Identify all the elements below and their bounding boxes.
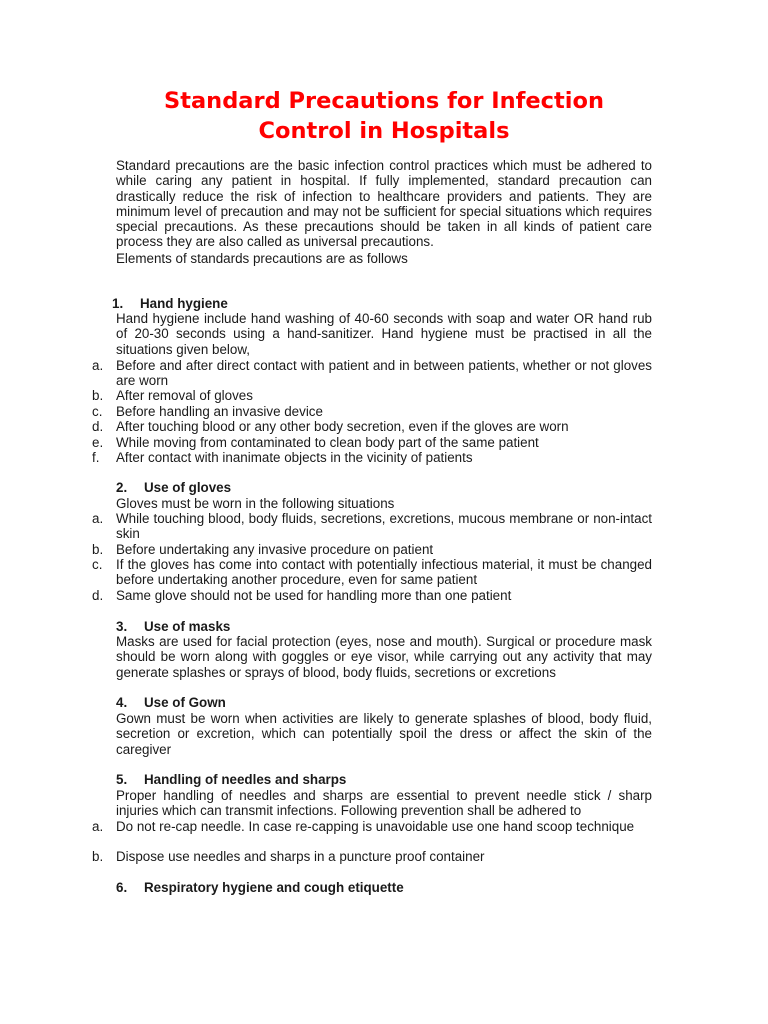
list-marker: d. [92,419,104,434]
section-text-use-of-gloves: Gloves must be worn in the following situations [116,496,395,511]
list-marker: a. [92,819,104,834]
section-title: Use of Gown [144,695,226,710]
list-item-text: Before and after direct contact with patient and in between patients, whether or not gloves are worn [116,358,652,389]
list-item-text: After touching blood or any other body secretion, even if the gloves are worn [116,419,569,434]
list-item-text: Before undertaking any invasive procedure on patient [116,542,434,557]
section-heading-use-of-masks [116,619,230,634]
list-marker: b. [92,542,104,557]
list-item-text: While touching blood, body fluids, secretions, excretions, mucous membrane or non-intact skin [116,511,652,542]
section-number: 3. [116,619,128,634]
section-heading-needles-and-sharps [116,772,346,787]
list-item-text: If the gloves has come into contact with potentially infectious material, it must be changed before undertaking another procedure, even for same patient [116,557,652,588]
list-marker: a. [92,511,104,526]
list-marker: d. [92,588,104,603]
list-item [92,557,652,588]
section-title: Hand hygiene [140,296,228,311]
intro-paragraph: Standard precautions are the basic infection control practices which must be adhered to while caring any patient in hospital. If fully implemented, standard precaution can drastically reduce the risk of infection to healthcare providers and patients. They are minimum level of precaution and may not be sufficient for special situations which requires special precautions. As these precautions should be taken in all kinds of patient care process they are also called as universal precautions. [116,158,652,250]
section-title: Use of gloves [144,480,232,495]
list-item-text: Dispose use needles and sharps in a puncture proof container [116,849,485,864]
section-number: 2. [116,480,128,495]
section-text-use-of-masks: Masks are used for facial protection (eyes, nose and mouth). Surgical or procedure mask should be worn along with goggles or eye visor, while carrying out any activity that may generate splashes or sprays of blood, body fluids, secretions or excretions [116,634,652,680]
list-item [92,450,652,465]
section-heading-respiratory-hygiene [116,880,404,895]
title-line-1: Standard Precautions for Infection [164,88,604,114]
elements-intro-line: Elements of standards precautions are as follows [116,251,408,266]
section-number: 6. [116,880,128,895]
section-heading-use-of-gloves [116,480,231,495]
section-heading-use-of-gown [116,695,226,710]
list-marker: a. [92,358,104,373]
section-title: Use of masks [144,619,231,634]
section-number: 5. [116,772,128,787]
section-text-use-of-gown: Gown must be worn when activities are likely to generate splashes of blood, body fluid, secretion or excretion, which can potentially spoil the dress or affect the skin of the caregiver [116,711,652,757]
list-item-text: While moving from contaminated to clean body part of the same patient [116,435,539,450]
list-item-text: Do not re-cap needle. In case re-capping is unavoidable use one hand scoop technique [116,819,635,834]
list-item-text: After contact with inanimate objects in the vicinity of patients [116,450,473,465]
list-item [92,849,652,864]
list-item [92,358,652,389]
list-item-text: Same glove should not be used for handling more than one patient [116,588,512,603]
list-item [92,542,652,557]
list-marker: c. [92,404,103,419]
list-marker: e. [92,435,104,450]
section-title: Respiratory hygiene and cough etiquette [144,880,404,895]
list-item [92,404,652,419]
list-item [92,419,652,434]
list-item [92,388,652,403]
section-heading-hand-hygiene [112,296,228,311]
list-item-text: After removal of gloves [116,388,253,403]
list-item [92,819,652,834]
list-item [92,511,652,542]
list-item-text: Before handling an invasive device [116,404,323,419]
list-marker: c. [92,557,103,572]
list-marker: f. [92,450,100,465]
list-item [92,588,652,603]
section-text-needles-and-sharps: Proper handling of needles and sharps are essential to prevent needle stick / sharp injuries which can transmit infections. Following prevention shall be adhered to [116,788,652,819]
section-number: 4. [116,695,128,710]
list-item [92,435,652,450]
list-marker: b. [92,388,104,403]
document-title [100,86,668,146]
section-text-hand-hygiene: Hand hygiene include hand washing of 40-60 seconds with soap and water OR hand rub of 20-30 seconds using a hand-sanitizer. Hand hygiene must be practised in all the situations given below, [116,311,652,357]
section-title: Handling of needles and sharps [144,772,347,787]
list-marker: b. [92,849,104,864]
title-line-2: Control in Hospitals [258,118,510,144]
section-number: 1. [112,296,124,311]
